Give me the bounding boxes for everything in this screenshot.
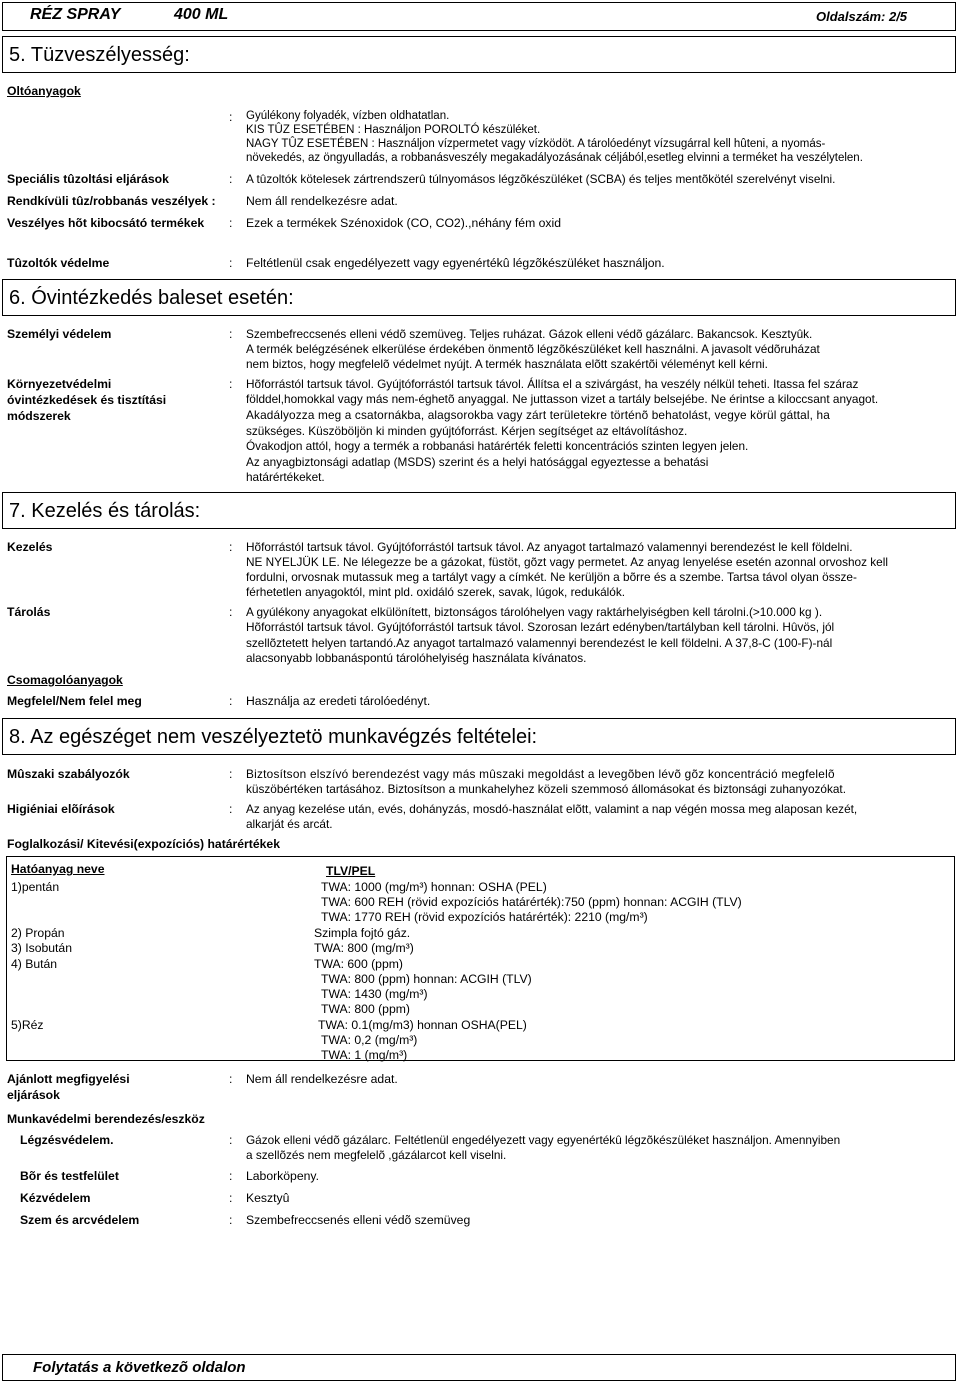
- tlv-value: Szimpla fojtó gáz.: [314, 926, 411, 940]
- extinguish-line: NAGY TÛZ ESETÉBEN : Használjon vízpermetet vagy vízködöt. A tárolóedényt vízsugárral kell hûteni, a nyomás-: [246, 138, 826, 150]
- storage-label: Tárolás: [7, 605, 51, 619]
- colon: :: [229, 802, 233, 816]
- colon: :: [229, 540, 233, 554]
- env-line: Az anyagbiztonsági adatlap (MSDS) szerint és a helyi hatósággal egyeztesse a behatási: [246, 455, 709, 469]
- colon: :: [229, 605, 233, 619]
- storage-line: A gyúlékony anyagokat elkülönített, biztonságos tárolóhelyen vagy raktárhelyiségben kell tárolni.(>10.000 kg ).: [246, 605, 823, 619]
- skin-value: Laborköpeny.: [246, 1169, 319, 1183]
- ppe-label: Munkavédelmi berendezés/eszköz: [7, 1112, 205, 1126]
- section8-title: 8. Az egészéget nem veszélyeztetö munkavégzés feltételei:: [9, 726, 538, 748]
- monitor-label: eljárások: [7, 1088, 60, 1102]
- page-number: Oldalszám: 2/5: [816, 9, 908, 24]
- special-label: Speciális tûzoltási eljárások: [7, 172, 169, 186]
- env-line: Akadályozza meg a csatornákba, alagsorokba vagy zárt területekre történõ behatolást, vegye körül gáttal, ha: [246, 408, 830, 422]
- protect-value: Feltétlenül csak engedélyezett vagy egyenértékû légzõkészüléket használjon.: [246, 256, 665, 270]
- tlv-value: TWA: 800 (mg/m³): [314, 941, 414, 955]
- handling-line: Hõforrástól tartsuk távol. Gyújtóforrástól tartsuk távol. Az anyagot tartalmazó valamennyi berendezést le kell földelni.: [246, 540, 853, 554]
- eng-line: Biztosítson elszívó berendezést vagy más mûszaki megoldást a levegõben lévõ gõz koncentráció megfelelõ: [246, 767, 835, 781]
- product-size: 400 ML: [174, 6, 229, 23]
- eng-line: küszöbértéken tartásához. Biztosítson a munkahelyhez közeli szemmosó állomásokat és biztonsági zuhanyozókat.: [246, 782, 846, 796]
- header-bar: [2, 2, 956, 31]
- special-value: A tûzoltók kötelesek zártrendszerû túlnyomásos légzõkészüléket (SCBA) és teljes mentõkötél szerelvényt viselni.: [246, 172, 836, 186]
- exposure-label: Foglalkozási/ Kitevési(expozíciós) határértékek: [7, 837, 280, 851]
- section7-title: 7. Kezelés és tárolás:: [9, 500, 201, 522]
- personal-line: A termék belégzésének elkerülése érdekében önmentõ légzõkészüléket kell használni. A javasolt védõruházat: [246, 342, 820, 356]
- tlv-value: TWA: 1430 (mg/m³): [321, 987, 428, 1001]
- colon: :: [229, 1191, 233, 1205]
- env-label: Környezetvédelmi: [7, 377, 112, 391]
- table-head-substance: Hatóanyag neve: [11, 862, 105, 876]
- storage-line: Hõforrástól tartsuk távol. Gyújtóforrástól tartsuk távol. Szorosan lezárt edényben/tartályban kell tárolni. Hûvös, jól: [246, 620, 835, 634]
- storage-line: szellõztetett helyen tartandó.Az anyagot tartalmazó valamennyi berendezést le kell földelni. A 37,8-C (100-F)-nál: [246, 636, 833, 650]
- handling-line: NE NYELJÜK LE. Ne lélegezze be a gázokat, füstöt, gõzt vagy permetet. Az anyag lenyelése esetén azonnal orvoshoz kell: [246, 555, 888, 569]
- section5-title: 5. Tüzveszélyesség:: [9, 44, 190, 66]
- env-line: Hõforrástól tartsuk távol. Gyújtóforrástól tartsuk távol. Állítsa el a szivárgást, ha veszély nélkül teheti. Itassa fel száraz: [246, 377, 859, 391]
- handling-line: fordulni, orvosnak mutassuk meg a tartályt vagy a címkét. Ne kerüljön a bõrre és a szembe. Tartsa távol olyan össze-: [246, 570, 857, 584]
- extinguish-line: növekedés, az öngyulladás, a robbanásveszély megakadályozásának céljából,esetleg elvinni a terméket ha veszélytelen.: [246, 152, 863, 164]
- colon: :: [229, 256, 233, 270]
- hyg-line: alkarját és arcát.: [246, 817, 333, 831]
- tlv-value: TWA: 600 REH (rövid expozíciós határérték):750 (ppm) honnan: ACGIH (TLV): [321, 895, 742, 909]
- resp-line: a szellõzés nem megfelelõ ,gázálarcot kell viselni.: [246, 1148, 507, 1162]
- unusual-value: Nem áll rendelkezésre adat.: [246, 194, 398, 208]
- env-line: Óvakodjon attól, hogy a termék a robbanási határérték feletti koncentrációs szinten legyen jelen.: [246, 439, 749, 453]
- substance-name: 5)Réz: [11, 1018, 44, 1032]
- tlv-value: TWA: 1 (mg/m³): [321, 1048, 408, 1062]
- substance-name: 2) Propán: [11, 926, 65, 940]
- tlv-value: TWA: 1000 (mg/m³) honnan: OSHA (PEL): [321, 880, 547, 894]
- hazardous-value: Ezek a termékek Szénoxidok (CO, CO2).,néhány fém oxid: [246, 216, 561, 230]
- substance-name: 1)pentán: [11, 880, 60, 894]
- monitor-label: Ajánlott megfigyelési: [7, 1072, 130, 1086]
- hyg-line: Az anyag kezelése után, evés, dohányzás, mosdó-használat elõtt, valamint a nap végén mossa meg alaposan kezét,: [246, 802, 858, 816]
- section6-title: 6. Óvintézkedés baleset esetén:: [9, 287, 294, 309]
- tlv-value: TWA: 800 (ppm) honnan: ACGIH (TLV): [321, 972, 532, 986]
- resp-line: Gázok elleni védõ gázálarc. Feltétlenül engedélyezett vagy egyenértékû légzõkészüléket használjon. Amennyiben: [246, 1133, 841, 1147]
- colon: :: [229, 767, 233, 781]
- substance-name: 3) Isobután: [11, 941, 72, 955]
- personal-line: Szembefreccsenés elleni védõ szemüveg. Teljes ruházat. Gázok elleni védõ gázálarc. Bakancsok. Kesztyûk.: [246, 327, 813, 341]
- colon: :: [229, 1133, 233, 1147]
- monitor-value: Nem áll rendelkezésre adat.: [246, 1072, 398, 1086]
- handling-line: férhetetlen anyagoktól, mint pld. oxidáló szerek, savak, lúgok, redukálók.: [246, 585, 626, 599]
- protect-label: Tûzoltók védelme: [7, 256, 110, 270]
- hazardous-label: Veszélyes hõt kibocsátó termékek: [7, 216, 205, 230]
- colon: :: [229, 216, 233, 230]
- env-line: szükséges. Küszöböljön ki minden gyújtóforrást. Kérjen segítséget az eltávolításhoz.: [246, 424, 688, 438]
- colon: :: [229, 172, 233, 186]
- hand-value: Kesztyû: [246, 1191, 290, 1205]
- packaging-label: Csomagolóanyagok: [7, 673, 123, 687]
- colon: :: [229, 1169, 233, 1183]
- env-label: módszerek: [7, 409, 71, 423]
- tlv-value: TWA: 0,2 (mg/m³): [321, 1033, 418, 1047]
- colon: :: [229, 110, 233, 124]
- colon: :: [229, 694, 233, 708]
- env-line: határértékeket.: [246, 470, 325, 484]
- product-name: RÉZ SPRAY: [30, 6, 121, 23]
- hand-label: Kézvédelem: [20, 1191, 91, 1205]
- handling-label: Kezelés: [7, 540, 53, 554]
- suitable-value: Használja az eredeti tárolóedényt.: [246, 694, 431, 708]
- tlv-value: TWA: 600 (ppm): [314, 957, 403, 971]
- suitable-label: Megfelel/Nem felel meg: [7, 694, 142, 708]
- tlv-value: TWA: 1770 REH (rövid expozíciós határérték): 2210 (mg/m³): [321, 910, 648, 924]
- unusual-label: Rendkívüli tûz/robbanás veszélyek :: [7, 194, 216, 208]
- table-head-tlv: TLV/PEL: [326, 864, 376, 878]
- colon: :: [229, 327, 233, 341]
- colon: :: [229, 1072, 233, 1086]
- colon: :: [229, 1213, 233, 1227]
- resp-label: Légzésvédelem.: [20, 1133, 114, 1147]
- tlv-value: TWA: 800 (ppm): [321, 1002, 410, 1016]
- colon: :: [229, 377, 233, 391]
- personal-label: Személyi védelem: [7, 327, 112, 341]
- eye-label: Szem és arcvédelem: [20, 1213, 140, 1227]
- env-line: földdel,homokkal vagy más nem-éghetõ anyaggal. Ne juttasson vizet a tartály belsejébe. Ne érintse a kiloccsant anyagot.: [246, 392, 879, 406]
- tlv-value: TWA: 0.1(mg/m3) honnan OSHA(PEL): [318, 1018, 527, 1032]
- eng-label: Mûszaki szabályozók: [7, 767, 130, 781]
- hyg-label: Higiéniai elõírások: [7, 802, 115, 816]
- storage-line: alacsonyabb lobbanáspontú tárolóhelyiség használata kívánatos.: [246, 651, 587, 665]
- env-label: óvintézkedések és tisztítási: [7, 393, 167, 407]
- personal-line: nem biztos, hogy megfelelõ védelmet nyújt. A termék használata elõtt szakértõi véleményt kell kérni.: [246, 357, 768, 371]
- extinguish-line: KIS TÛZ ESETÉBEN : Használjon POROLTÓ készüléket.: [246, 124, 541, 136]
- extinguish-label: Oltóanyagok: [7, 84, 81, 98]
- skin-label: Bõr és testfelület: [20, 1169, 119, 1183]
- substance-name: 4) Bután: [11, 957, 58, 971]
- extinguish-line: Gyúlékony folyadék, vízben oldhatatlan.: [246, 110, 450, 122]
- footer-text: Folytatás a következõ oldalon: [33, 1359, 246, 1376]
- eye-value: Szembefreccsenés elleni védõ szemüveg: [246, 1213, 471, 1227]
